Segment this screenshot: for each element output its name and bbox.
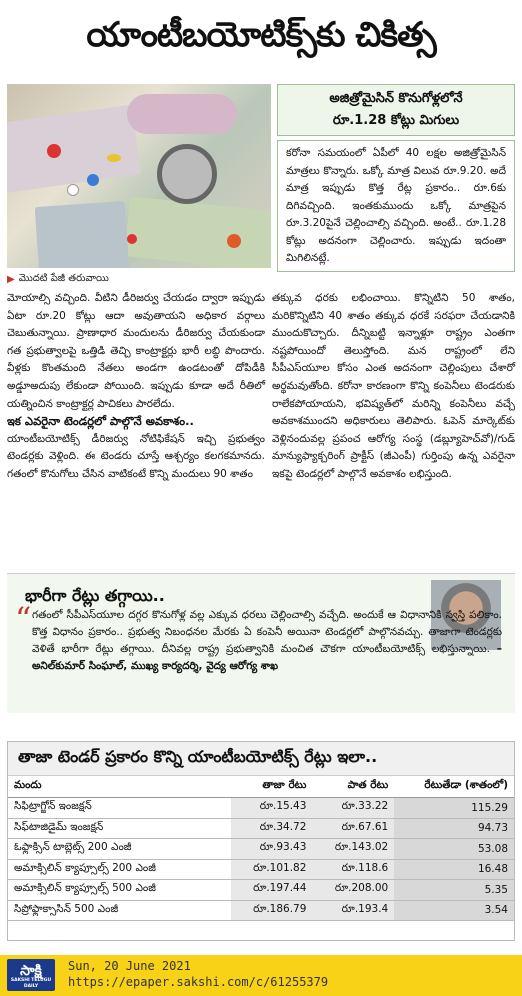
table-header-row bbox=[8, 776, 514, 798]
col-old-rate: పాత రేటు bbox=[312, 776, 394, 798]
right-column bbox=[272, 290, 515, 484]
quote-text bbox=[32, 607, 502, 675]
quote-box bbox=[7, 573, 515, 713]
old-rate: రూ.193.4 bbox=[312, 900, 394, 921]
table-row bbox=[8, 880, 514, 901]
old-rate: రూ.118.6 bbox=[312, 859, 394, 880]
sidebox-heading-line1: అజిత్రోమైసిన్ కొనుగోళ్లలోనే bbox=[329, 91, 463, 106]
col-new-rate: తాజా రేటు bbox=[231, 776, 313, 798]
new-rate: రూ.93.43 bbox=[231, 839, 313, 860]
table-row bbox=[8, 839, 514, 860]
article-headline: యాంటీబయోటిక్స్‌కు చికిత్స bbox=[86, 15, 436, 55]
col-change: రేటుతేడా (శాతంలో) bbox=[394, 776, 514, 798]
medicine-name: సిఫిట్రాగ్జోన్ ఇంజక్షన్ bbox=[8, 798, 231, 819]
right-para: తక్కువ ధరకు లభించాయి. కొన్నిటిని 50 శాతం, మరికొన్నిటిని 40 శాతం తక్కువ ధరకే సరఫరా చేయడానికి ముందుకొచ్చారు. దీన్నిబట్టి ఇన్నాళ్లూ రాష్ట్రం ఎంతగా నష్టపోయిందో తెలుస్తోంది. మన రాష్ట్రంలో లేని సీపీఎస్‌యూల కోసం ఎంత అదనంగా చెల్లింపులు చేశారో అర్థమవుతోంది. కరోనా కారణంగా కొన్ని కంపెనీలు టెండరుకు రాలేకపోయాయని, భవిష్యత్‌లో మరిన్ని కంపెనీలు వచ్చే అవకాశముందని అధికారులు తెలిపారు. ఓపెన్ మార్కెట్‌కు వెళ్లినందువల్ల ప్రపంచ ఆరోగ్య సంస్థ (డబ్ల్యూహెచ్‌వో)/గుడ్ మాన్యుఫ్యాక్చరింగ్ ప్రాక్టీస్ (జీఎంపీ) గుర్తింపు ఉన్న ఎవరైనా ఇకపై టెండర్లలో పాల్గొనే అవకాశం లభిస్తుంది. bbox=[272, 292, 515, 480]
old-rate: రూ.143.02 bbox=[312, 839, 394, 860]
rate-change: 94.73 bbox=[394, 818, 514, 839]
medicine-money-photo bbox=[7, 84, 271, 268]
rate-change: 115.29 bbox=[394, 798, 514, 819]
quote-title: భారీగా రేట్లు తగ్గాయి.. bbox=[25, 586, 165, 605]
sakshi-logo bbox=[7, 959, 55, 991]
logo-subtext: SAKSHI TELUGU DAILY bbox=[10, 978, 52, 989]
left-para2: యాంటీబయోటిక్స్ డీరిజర్వు నోటిఫికేషన్ ఇచ్చి ప్రభుత్వం టెండర్లకు వెళ్లింది. ఈ టెండరు చూస్తే ఆశ్చర్యం కలగకమానదు. గతంలో కొనుగోలు చేసిన వాటికంటే కొన్ని మందులు 90 శాతం bbox=[7, 432, 265, 480]
quote-body: గతంలో సీపీఎస్‌యూల దగ్గర కొనుగోళ్ల వల్ల ఎక్కువ ధరలు చెల్లించాల్సి వచ్చేది. అందుకే ఆ విధానానికి స్వస్తి పలికాం. కొత్త విధానం ప్రకారం.. ప్రభుత్వ నిబంధనల మేరకు ఏ కంపెనీ అయినా టెండర్లలో పాల్గొనవచ్చు. తాజాగా టెండర్లకు వెళితే భారీగా రేట్లు తగ్గాయి. దీనివల్ల రాష్ట్ర ప్రభుత్వానికి మంచిత చౌకగా యాంటీబయోటిక్స్ లభిస్తున్నాయి. bbox=[32, 609, 502, 655]
left-column bbox=[7, 290, 265, 484]
sidebox-heading bbox=[277, 84, 515, 136]
new-rate: రూ.34.72 bbox=[231, 818, 313, 839]
sidebox-body: కరోనా సమయంలో ఏపీలో 40 లక్షల అజిత్రోమైసిన్ మాత్రలు కొన్నారు. ఒక్కో మాత్ర విలువ రూ.9.20. అదే మాత్ర ఇప్పుడు కొత్త రేట్ల ప్రకారం.. రూ.6కు దిగివచ్చింది. ఇంతకుముందు ఒక్కో మాత్రపైన రూ.3.20పైనే చెల్లించాల్సి వచ్చింది. అంటే.. రూ.1.28 కోట్లు అదనంగా చెల్లించారు. ఇప్పుడు ఇదంతా మిగిలినట్లే. bbox=[277, 140, 515, 272]
quote-signature: – అనిల్‌కుమార్ సింఘాల్, ముఖ్య కార్యదర్శి, వైద్య ఆరోగ్య శాఖ bbox=[32, 643, 502, 672]
rate-change: 5.35 bbox=[394, 880, 514, 901]
old-rate: రూ.33.22 bbox=[312, 798, 394, 819]
epaper-link[interactable]: https://epaper.sakshi.com/c/61255379 bbox=[68, 975, 329, 989]
continued-label bbox=[7, 270, 271, 288]
sidebox-heading-line2: రూ.1.28 కోట్లు మిగులు bbox=[332, 113, 460, 128]
new-rate: రూ.15.43 bbox=[231, 798, 313, 819]
new-rate: రూ.197.44 bbox=[231, 880, 313, 901]
medicine-name: అమాక్సిలిన్ క్యాప్సూల్స్ 500 ఎంజీ bbox=[8, 880, 231, 901]
new-rate: రూ.186.79 bbox=[231, 900, 313, 921]
medicine-name: సిఫ్‌టాజిడైమ్ ఇంజక్షన్ bbox=[8, 818, 231, 839]
triangle-right-icon: ▶ bbox=[7, 273, 15, 285]
table-row bbox=[8, 900, 514, 921]
rate-change: 3.54 bbox=[394, 900, 514, 921]
table-row bbox=[8, 818, 514, 839]
rates-table-title: తాజా టెండర్ ప్రకారం కొన్ని యాంటీబయోటిక్స్ రేట్లు ఇలా.. bbox=[8, 742, 514, 776]
continued-text: మొదటి పేజీ తరువాయి bbox=[18, 273, 109, 284]
quote-mark-icon: “ bbox=[15, 600, 32, 638]
rate-change: 16.48 bbox=[394, 859, 514, 880]
old-rate: రూ.67.61 bbox=[312, 818, 394, 839]
rate-change: 53.08 bbox=[394, 839, 514, 860]
new-rate: రూ.101.82 bbox=[231, 859, 313, 880]
rates-table bbox=[8, 776, 514, 921]
col-medicine: మందు bbox=[8, 776, 231, 798]
medicine-name: ఓఫ్లాక్సిన్ టాబ్లెట్స్ 200 ఎంజీ bbox=[8, 839, 231, 860]
logo-text: సాక్షి bbox=[20, 963, 42, 979]
old-rate: రూ.208.00 bbox=[312, 880, 394, 901]
epaper-footer bbox=[0, 955, 522, 996]
medicine-name: సిప్రోఫ్లాక్సాసిన్ 500 ఎంజీ bbox=[8, 900, 231, 921]
left-subhead: ఇక ఎవరైనా టెండర్లలో పాల్గొనే అవకాశం.. bbox=[7, 414, 194, 429]
medicine-name: అమాక్సిలిన్ క్యాప్సూల్స్ 200 ఎంజీ bbox=[8, 859, 231, 880]
left-para1: మోయాల్సి వచ్చింది. వీటిని డీరిజర్వు చేయడం ద్వారా ఇప్పుడు ఏటా రూ.20 కోట్లు ఆదా అవుతాయని అధికార వర్గాలు చెబుతున్నాయి. ప్రాణాధార మందులను డీరిజర్వు చేయకుండా గత ప్రభుత్వాలపై ఒత్తిడి తెచ్చి కాంట్రాక్టర్లు భారీ లబ్ధి పొందారు. వీళ్లకు కొంతమంది నేతలు అండగా ఉండటంతో దోపిడీకి అడ్డూఅదుపు లేకుండా పోయింది. ఇప్పుడు కూడా అదే రీతిలో యత్నించిన కాంట్రాక్టర్ల పాచికలు పారలేదు. bbox=[7, 292, 265, 410]
table-row bbox=[8, 798, 514, 819]
table-row bbox=[8, 859, 514, 880]
rates-table-box bbox=[7, 741, 515, 941]
edition-date: Sun, 20 June 2021 bbox=[68, 959, 191, 973]
